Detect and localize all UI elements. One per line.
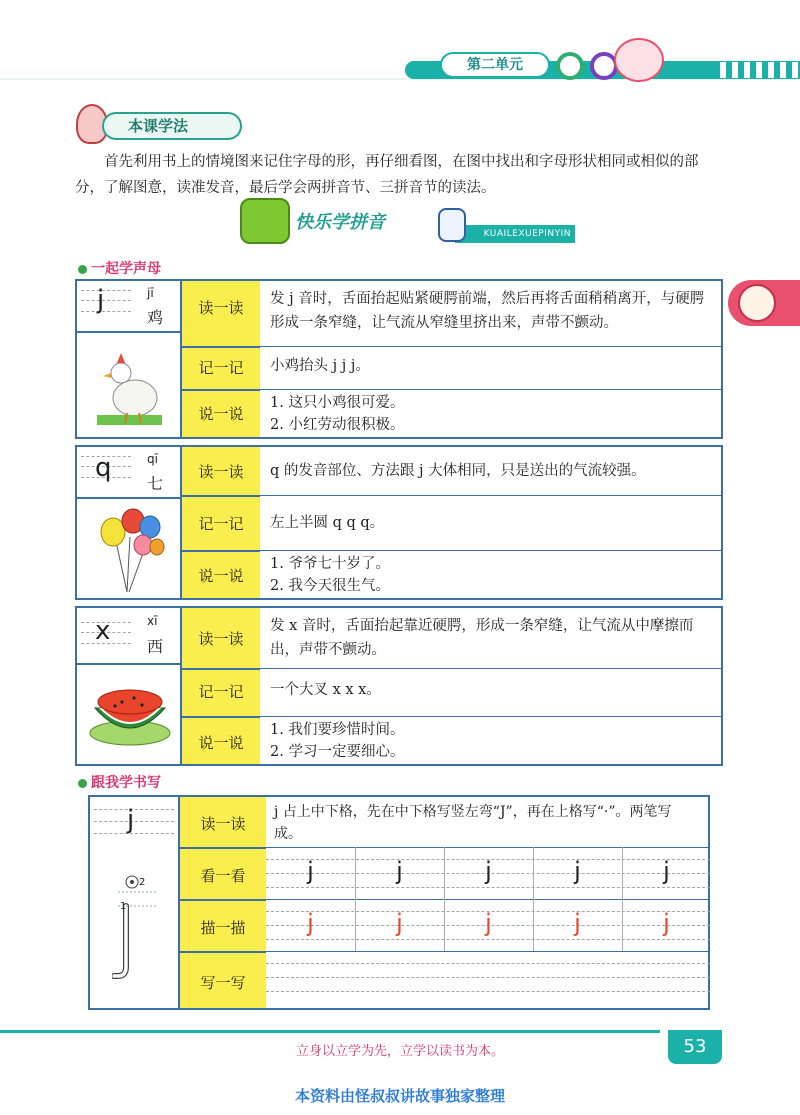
hanzi-j: 鸡 <box>147 308 164 327</box>
section-learn-writing <box>78 772 161 792</box>
say-line-2-x: 2. 学习一定要细心。 <box>270 744 405 760</box>
footer-rule <box>0 1030 660 1033</box>
writing-label-look: 看一看 <box>200 867 246 885</box>
writing-letter: j <box>127 805 135 835</box>
green-monster-icon <box>240 198 290 244</box>
label-say: 说一说 <box>198 405 244 423</box>
say-line-1-q: 1. 爷爷七十岁了。 <box>270 556 390 572</box>
say-line-1-j: 1. 这只小鸡很可爱。 <box>270 395 405 411</box>
pinyin-q: qī <box>147 452 158 466</box>
stroke-number-1: 1 <box>120 901 127 912</box>
banner-pinyin: KUAILEXUEPINYIN <box>455 225 575 243</box>
watermelon-icon <box>87 678 173 748</box>
writing-label-write: 写一写 <box>200 974 246 992</box>
look-letter-3: j <box>485 857 492 885</box>
balloons-icon <box>95 507 165 595</box>
trace-letter-4[interactable]: j <box>574 909 581 937</box>
label-read: 读一读 <box>198 630 244 648</box>
letter-card-x <box>75 606 723 766</box>
page-number: 53 <box>668 1030 722 1064</box>
section-heading-text: 一起学声母 <box>91 261 161 277</box>
label-remember: 记一记 <box>198 515 244 533</box>
write-practice-area[interactable] <box>266 953 710 1009</box>
label-remember: 记一记 <box>198 683 244 701</box>
bullet-dot-icon <box>78 265 87 274</box>
section-heading-text: 跟我学书写 <box>91 775 161 791</box>
letter-q: q <box>95 453 112 483</box>
bullet-dot-icon <box>78 779 87 788</box>
label-say: 说一说 <box>198 567 244 585</box>
writing-read-text: j 占上中下格，先在中下格写竖左弯“J”，再在上格写“·”。两笔写成。 <box>274 804 672 842</box>
look-letter-2: j <box>396 857 403 885</box>
pointing-hand-icon <box>438 208 466 242</box>
remember-text-x: 一个大叉 x x x。 <box>270 682 381 698</box>
say-line-2-j: 2. 小红劳动很积极。 <box>270 417 405 433</box>
letter-x: x <box>95 616 111 646</box>
pinyin-x: xī <box>147 614 158 628</box>
method-heading: 本课学法 <box>102 112 242 140</box>
hanzi-x: 西 <box>147 637 164 656</box>
unit-title: 第二单元 <box>440 52 550 78</box>
stroke-order-diagram <box>112 872 162 982</box>
section-learn-initials <box>78 258 161 278</box>
read-text-q: q 的发音部位、方法跟 j 大体相同，只是送出的气流较强。 <box>270 463 646 479</box>
writing-label-read: 读一读 <box>200 815 246 833</box>
chick-icon <box>97 343 162 431</box>
header-checker-pattern <box>720 62 800 78</box>
remember-text-j: 小鸡抬头 j j j。 <box>270 358 370 374</box>
trace-letter-2[interactable]: j <box>396 909 403 937</box>
say-line-2-q: 2. 我今天很生气。 <box>270 578 390 594</box>
look-letter-4: j <box>574 857 581 885</box>
read-text-x: 发 x 音时，舌面抬起靠近硬腭，形成一条窄缝，让气流从中摩擦而出，声带不颤动。 <box>270 618 694 658</box>
say-line-1-x: 1. 我们要珍惜时间。 <box>270 722 405 738</box>
label-read: 读一读 <box>198 463 244 481</box>
stroke-number-2: 2 <box>139 877 146 888</box>
remember-text-q: 左上半圆 q q q。 <box>270 515 385 531</box>
look-letter-1: j <box>307 857 314 885</box>
writing-label-trace: 描一描 <box>200 919 246 937</box>
letter-card-j <box>75 279 723 439</box>
hanzi-q: 七 <box>147 474 164 493</box>
letter-card-q <box>75 445 723 600</box>
writing-card <box>88 795 710 1010</box>
read-text-j: 发 j 音时，舌面抬起贴紧硬腭前端，然后再将舌面稍稍离开，与硬腭形成一条窄缝，让气流从窄缝里挤出来，声带不颤动。 <box>270 291 705 331</box>
letter-j: j <box>97 285 105 315</box>
trace-letter-1[interactable]: j <box>307 909 314 937</box>
footer-motto: 立身以立学为先，立学以读书为本。 <box>295 1044 504 1059</box>
label-remember: 记一记 <box>198 359 244 377</box>
trace-letter-5[interactable]: j <box>663 909 670 937</box>
banner-title: 快乐学拼音 <box>295 212 385 233</box>
label-read: 读一读 <box>198 299 244 317</box>
method-text: 首先利用书上的情境图来记住字母的形，再仔细看图，在图中找出和字母形状相同或相似的部分，了解图意，读准发音，最后学会两拼音节、三拼音节的读法。 <box>75 154 699 196</box>
green-ring-icon <box>556 52 584 80</box>
trace-letter-3[interactable]: j <box>485 909 492 937</box>
footer-source: 本资料由怪叔叔讲故事独家整理 <box>294 1087 505 1105</box>
label-say: 说一说 <box>198 734 244 752</box>
look-letter-5: j <box>663 857 670 885</box>
pinyin-j: jī <box>147 286 154 300</box>
fox-face-icon <box>738 284 776 322</box>
cartoon-girl-icon <box>614 38 664 82</box>
